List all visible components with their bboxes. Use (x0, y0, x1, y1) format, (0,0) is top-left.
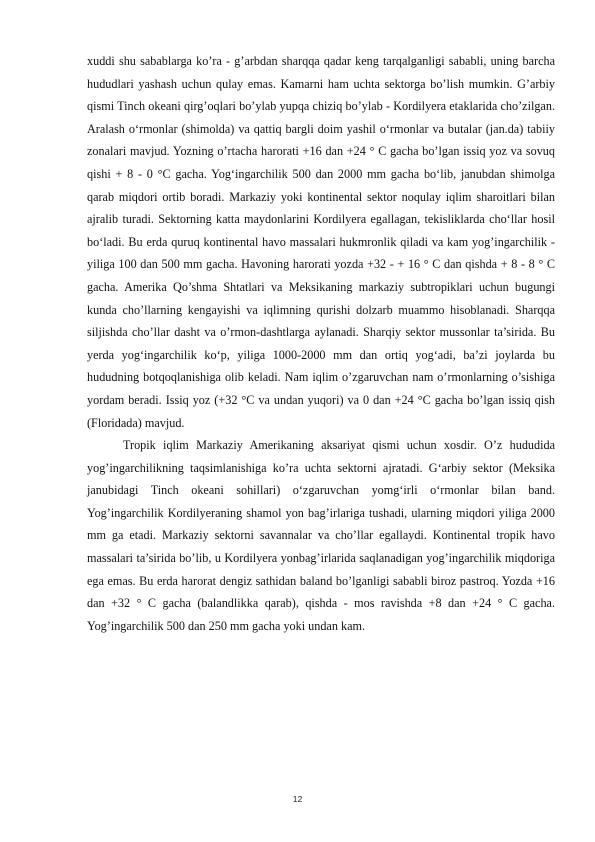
page-number: 12 (292, 794, 303, 804)
body-text (87, 50, 555, 637)
paragraph-continued: xuddi shu sabablarga ko’ra - g’arbdan sharqqa qadar keng tarqalganligi sababli, uning barcha hududlari yashash uchun qulay emas. Kamarni ham uchta sektorga bo’lish mumkin. G’arbiy qismi Tinch okeani qirg’oqlari bo’ylab yupqa chiziq bo’ylab - Kordilyera etaklarida cho’zilgan. Aralash o‘rmonlar (shimolda) va qattiq bargli doim yashil o‘rmonlar va butalar (jan.da) tabiiy zonalari mavjud. Yozning o’rtacha harorati +16 dan +24 ° C gacha bo’lgan issiq yoz va sovuq qishi + 8 - 0 °C gacha. Yog‘ingarchilik 500 dan 2000 mm gacha bo‘lib, janubdan shimolga qarab miqdori ortib boradi. Markaziy yoki kontinental sektor noqulay iqlim sharoitlari bilan ajralib turadi. Sektorning katta maydonlarini Kordilyera egallagan, tekisliklarda cho‘llar hosil bo‘ladi. Bu erda quruq kontinental havo massalari hukmronlik qiladi va kam yog’ingarchilik - yiliga 100 dan 500 mm gacha. Havoning harorati yozda +32 - + 16 ° C dan qishda + 8 - 8 ° C gacha. Amerika Qo’shma Shtatlari va Meksikaning markaziy subtropiklari uchun bugungi kunda cho’llarning kengayishi va iqlimning qurishi dolzarb muammo hisoblanadi. Sharqqa siljishda cho’llar dasht va o’rmon-dashtlarga aylanadi. Sharqiy sektor mussonlar ta’sirida. Bu yerda yog‘ingarchilik ko‘p, yiliga 1000-2000 mm dan ortiq yog‘adi, ba’zi joylarda bu hududning botqoqlanishiga olib keladi. Nam iqlim o’zgaruvchan nam o’rmonlarning o’sishiga yordam beradi. Issiq yoz (+32 °C va undan yuqori) va 0 dan +24 °C gacha bo’lgan issiq qish (Floridada) mavjud. (87, 54, 555, 430)
paragraph-tropical-climate: Tropik iqlim Markaziy Amerikaning aksariyat qismi uchun xosdir. O’z hududida yog’ingarchilikning taqsimlanishiga ko’ra uchta sektorni ajratadi. G‘arbiy sektor (Meksika janubidagi Tinch okeani sohillari) o‘zgaruvchan yomg‘irli o‘rmonlar bilan band. Yog’ingarchilik Kordilyeraning shamol yon bag’irlariga tushadi, ularning miqdori yiliga 2000 mm ga etadi. Markaziy sektorni savannalar va cho’llar egallaydi. Kontinental tropik havo massalari ta’sirida bo’lib, u Kordilyera yonbag’irlarida saqlanadigan yog’ingarchilik miqdoriga ega emas. Bu erda harorat dengiz sathidan baland bo’lganligi sababli biroz pastroq. Yozda +16 dan +32 ° C gacha (balandlikka qarab), qishda - mos ravishda +8 dan +24 ° C gacha. Yog’ingarchilik 500 dan 250 mm gacha yoki undan kam. (87, 438, 555, 633)
